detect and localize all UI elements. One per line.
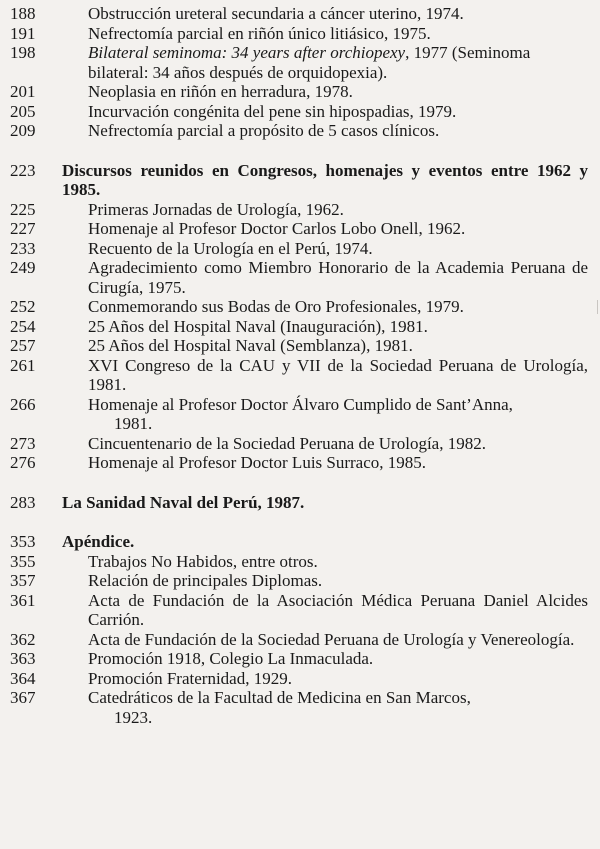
entry-text: Agradecimiento como Miembro Honorario de la Academia Peruana de Cirugía, 1975. xyxy=(88,258,588,297)
entry-text: Trabajos No Habidos, entre otros. xyxy=(88,551,318,571)
section-heading xyxy=(10,493,588,513)
index-entry xyxy=(10,395,588,434)
entry-text: Neoplasia en riñón en herradura, 1978. xyxy=(88,82,353,101)
entry-text xyxy=(62,43,588,82)
page-number: 362 xyxy=(10,629,36,649)
index-entry xyxy=(10,43,588,82)
page-number: 198 xyxy=(10,43,36,62)
spacer xyxy=(10,473,588,493)
entry-text: Homenaje al Profesor Doctor Carlos Lobo Onell, 1962. xyxy=(88,219,466,238)
index-entry xyxy=(10,453,588,473)
entry-text: Primeras Jornadas de Urología, 1962. xyxy=(88,199,344,219)
entry-text: Promoción 1918, Colegio La Inmaculada. xyxy=(88,649,374,668)
index-entry xyxy=(10,82,588,102)
page-number: 191 xyxy=(10,23,36,43)
entry-text-after: , 1977 (Seminoma xyxy=(405,43,531,62)
entry-text: XVI Congreso de la CAU y VII de la Sociedad Peruana de Urología, 1981. xyxy=(88,355,588,394)
entry-text-line2: 1981. xyxy=(114,414,153,433)
page-number: 363 xyxy=(10,649,36,668)
entry-text-line2: 1923. xyxy=(114,707,153,727)
index-entry xyxy=(10,649,588,669)
page-number: 252 xyxy=(10,297,36,316)
page-number: 357 xyxy=(10,571,36,590)
entry-text: 25 Años del Hospital Naval (Inauguración), 1981. xyxy=(88,316,428,336)
page-number: 257 xyxy=(10,336,36,355)
index-entry xyxy=(10,297,588,317)
index-entry xyxy=(10,317,588,337)
page-number: 353 xyxy=(10,532,36,551)
index-entry xyxy=(10,121,588,141)
page-number: 205 xyxy=(10,101,36,121)
entry-text: Conmemorando sus Bodas de Oro Profesionales, 1979. xyxy=(88,297,464,316)
page-number: 188 xyxy=(10,4,36,23)
entry-text-line1: Homenaje al Profesor Doctor Álvaro Cumplido de Sant’Anna, xyxy=(88,394,513,414)
index-entry xyxy=(10,571,588,591)
page-number: 225 xyxy=(10,199,36,219)
page-number: 276 xyxy=(10,453,36,472)
entry-text: Nefrectomía parcial a propósito de 5 casos clínicos. xyxy=(88,121,440,140)
index-entry xyxy=(10,4,588,24)
entry-text: Promoción Fraternidad, 1929. xyxy=(88,668,292,688)
index-entry xyxy=(10,239,588,259)
section-heading xyxy=(10,532,588,552)
entry-text: Obstrucción ureteral secundaria a cáncer uterino, 1974. xyxy=(88,4,464,23)
page-number: 227 xyxy=(10,219,36,238)
section-title: Apéndice. xyxy=(62,532,135,551)
page-number: 273 xyxy=(10,433,36,453)
scan-artifact xyxy=(597,300,598,314)
entry-text: Recuento de la Urología en el Perú, 1974. xyxy=(88,238,373,258)
index-entry xyxy=(10,591,588,630)
entry-text: 25 Años del Hospital Naval (Semblanza), 1981. xyxy=(88,336,413,355)
spacer xyxy=(10,512,588,532)
index-entry xyxy=(10,356,588,395)
spacer xyxy=(10,141,588,161)
page-number: 361 xyxy=(10,590,36,610)
entry-text: Acta de Fundación de la Asociación Médica Peruana Daniel Alcides Carrión. xyxy=(88,590,588,629)
page-number: 261 xyxy=(10,355,36,375)
entry-text: Relación de principales Diplomas. xyxy=(88,571,323,590)
page-number: 249 xyxy=(10,258,36,277)
page-number: 209 xyxy=(10,121,36,140)
entry-text: Acta de Fundación de la Sociedad Peruana de Urología y Venereología. xyxy=(88,629,575,649)
entry-text: Incurvación congénita del pene sin hipospadias, 1979. xyxy=(88,101,457,121)
page-number: 254 xyxy=(10,316,36,336)
index-entry xyxy=(10,434,588,454)
index-entry xyxy=(10,102,588,122)
index-entry xyxy=(10,219,588,239)
page-number: 364 xyxy=(10,668,36,688)
entry-text xyxy=(62,688,588,727)
index-entry xyxy=(10,336,588,356)
page-number: 283 xyxy=(10,492,36,512)
page-number: 201 xyxy=(10,82,36,101)
page-number: 367 xyxy=(10,688,36,707)
index-entry xyxy=(10,669,588,689)
index-entry xyxy=(10,688,588,727)
page-number: 266 xyxy=(10,394,36,414)
page-number: 223 xyxy=(10,160,36,180)
section-heading xyxy=(10,161,588,200)
index-entry xyxy=(10,258,588,297)
section-title: Discursos reunidos en Congresos, homenajes y eventos entre 1962 y 1985. xyxy=(62,160,588,199)
entry-text-continuation: bilateral: 34 años después de orquidopexia). xyxy=(88,62,388,82)
entry-text: Cincuentenario de la Sociedad Peruana de Urología, 1982. xyxy=(88,433,486,453)
entry-text-italic: Bilateral seminoma: 34 years after orchiopexy xyxy=(88,43,406,62)
page-number: 233 xyxy=(10,238,36,258)
page-number: 355 xyxy=(10,551,36,571)
entry-text xyxy=(62,395,588,434)
entry-text-line1: Catedráticos de la Facultad de Medicina en San Marcos, xyxy=(88,688,471,707)
index-entry xyxy=(10,200,588,220)
entry-text: Homenaje al Profesor Doctor Luis Surraco, 1985. xyxy=(88,453,427,472)
entry-text: Nefrectomía parcial en riñón único litiásico, 1975. xyxy=(88,23,431,43)
index-entry xyxy=(10,630,588,650)
index-entry xyxy=(10,552,588,572)
index-entry xyxy=(10,24,588,44)
section-title: La Sanidad Naval del Perú, 1987. xyxy=(62,492,305,512)
